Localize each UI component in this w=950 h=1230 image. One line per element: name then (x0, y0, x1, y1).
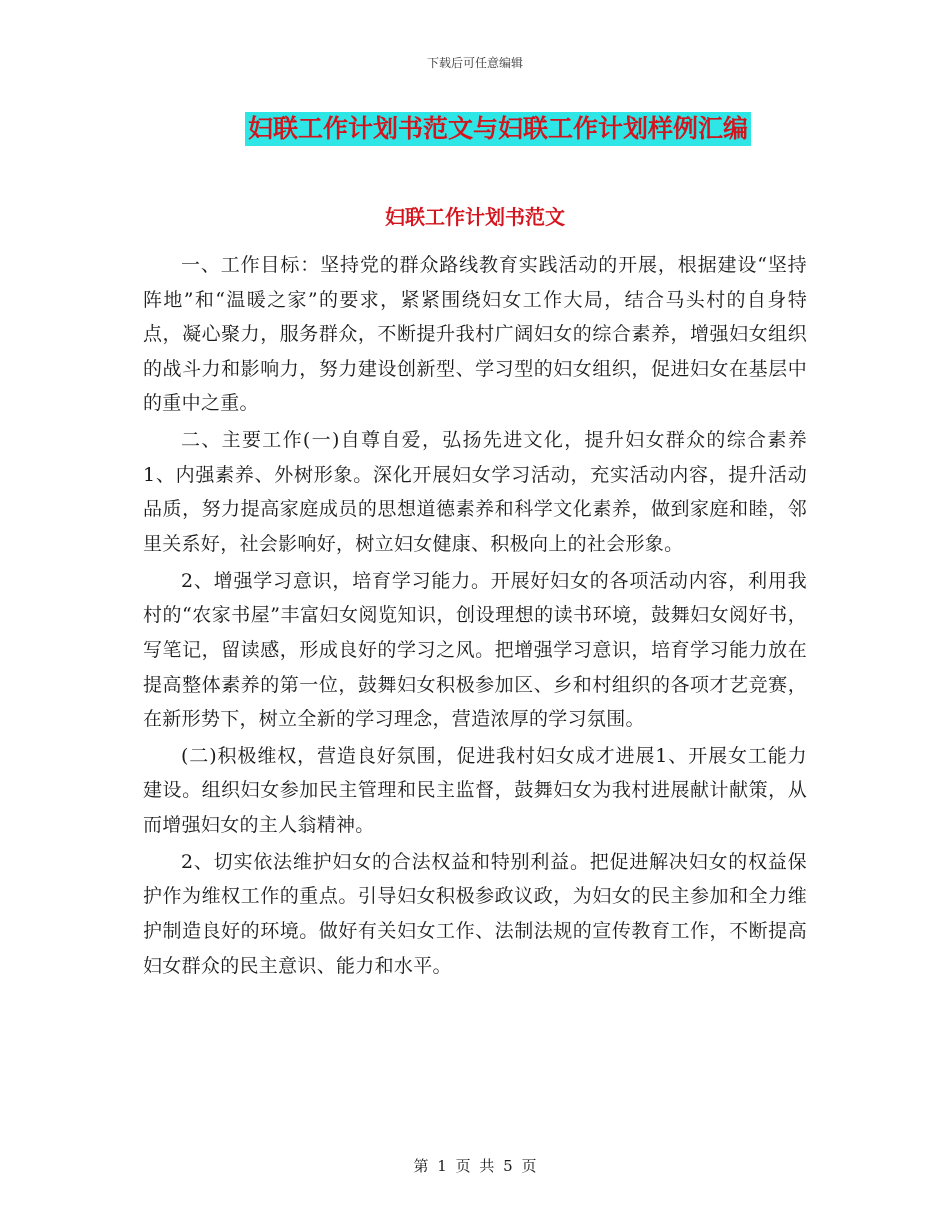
paragraph: (二)积极维权，营造良好氛围，促进我村妇女成才进展1、开展女工能力建设。组织妇女参加民主管理和民主监督，鼓舞妇女为我村进展献计献策，从而增强妇女的主人翁精神。 (143, 744, 807, 837)
paragraph: 二、主要工作(一)自尊自爱，弘扬先进文化，提升妇女群众的综合素养1、内强素养、外树形象。深化开展妇女学习活动，充实活动内容，提升活动品质，努力提高家庭成员的思想道德素养和科学文化素养，做到家庭和睦，邻里关系好，社会影响好，树立妇女健康、积极向上的社会形象。 (143, 429, 807, 555)
paragraph: 2、增强学习意识，培育学习能力。开展好妇女的各项活动内容，利用我村的“农家书屋”丰富妇女阅览知识，创设理想的读书环境，鼓舞妇女阅好书，写笔记，留读感，形成良好的学习之风。把增强学习意识，培育学习能力放在提高整体素养的第一位，鼓舞妇女积极参加区、乡和村组织的各项才艺竞赛，在新形势下，树立全新的学习理念，营造浓厚的学习氛围。 (143, 569, 807, 731)
paragraph: 一、工作目标：坚持党的群众路线教育实践活动的开展，根据建设“坚持阵地”和“温暖之家”的要求，紧紧围绕妇女工作大局，结合马头村的自身特点，凝心聚力，服务群众，不断提升我村广阔妇女的综合素养，增强妇女组织的战斗力和影响力，努力建设创新型、学习型的妇女组织，促进妇女在基层中的重中之重。 (143, 254, 807, 415)
page-footer: 第 1 页 共 5 页 (413, 1157, 537, 1175)
header-note: 下载后可任意编辑 (426, 56, 523, 70)
document-body (143, 248, 807, 985)
paragraph: 2、切实依法维护妇女的合法权益和特别利益。把促进解决妇女的权益保护作为维权工作的重点。引导妇女积极参政议政，为妇女的民主参加和全力维护制造良好的环境。做好有关妇女工作、法制法规的宣传教育工作，不断提高妇女群众的民主意识、能力和水平。 (143, 850, 807, 977)
section-title: 妇联工作计划书范文 (385, 205, 565, 229)
main-title: 妇联工作计划书范文与妇联工作计划样例汇编 (245, 112, 751, 146)
main-title-container (0, 112, 950, 146)
